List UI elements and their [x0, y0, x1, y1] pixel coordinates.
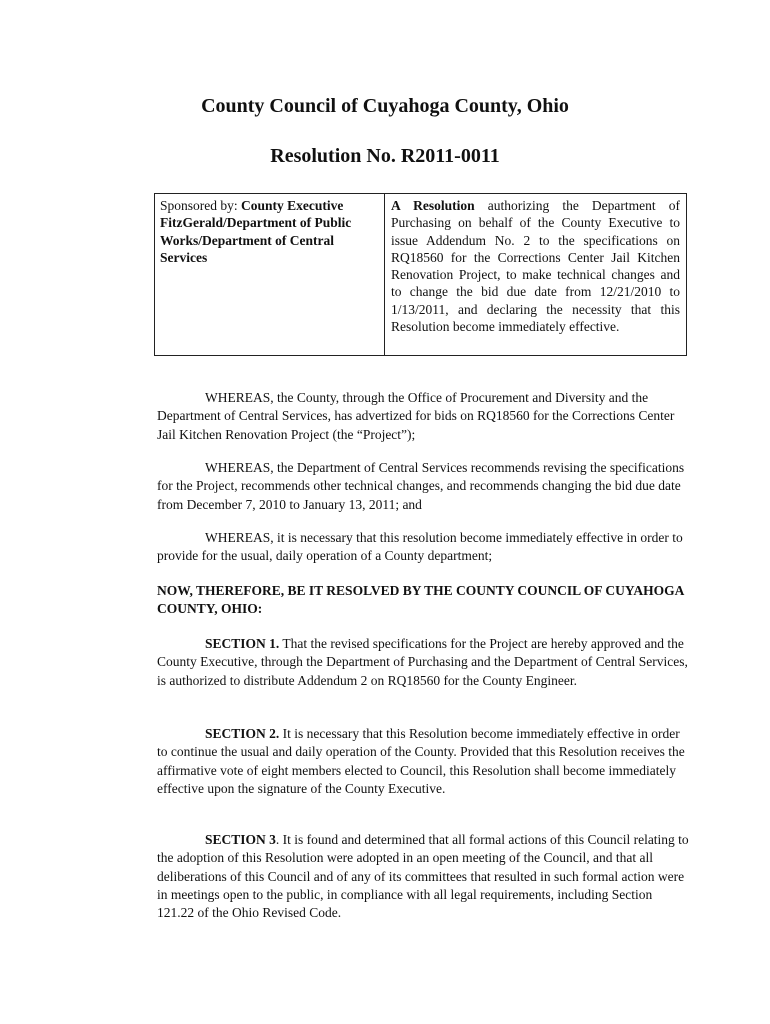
summary-lead: A Resolution [391, 198, 475, 213]
section-1-text: That the revised specifications for the Project are hereby approved and the County Executive, through the Department of Purchasing and the Department of Central Services, is authorized to distribute Addendum 2 on RQ18560 for the County Engineer. [157, 636, 688, 688]
council-title: County Council of Cuyahoga County, Ohio [201, 95, 569, 117]
section-3 [157, 831, 692, 922]
sponsor-cell [155, 194, 385, 355]
whereas-paragraph-1: WHEREAS, the County, through the Office of Procurement and Diversity and the Department of Central Services, has advertized for bids on RQ18560 for the Corrections Center Jail Kitchen Renovation Project (the “Project”); [157, 390, 675, 442]
section-2 [157, 725, 692, 798]
resolution-summary-table [154, 193, 687, 356]
sponsor-names: County Executive FitzGerald/Department of Public Works/Department of Central Services [160, 198, 352, 265]
whereas-paragraph-3: WHEREAS, it is necessary that this resolution become immediately effective in order to provide for the usual, daily operation of a County department; [157, 530, 683, 564]
section-1-heading: SECTION 1. [205, 636, 280, 651]
sponsor-label: Sponsored by: [160, 198, 241, 213]
section-2-text: It is necessary that this Resolution become immediately effective in order to continue the usual and daily operation of the County. Provided that this Resolution receives the affirmative vote of eight members elected to Council, this Resolution shall become immediately effective upon the signature of the County Executive. [157, 726, 685, 796]
summary-text: authorizing the Department of Purchasing on behalf of the County Executive to issue Addendum No. 2 to the specifications on RQ18560 for the Corrections Center Jail Kitchen Renovation Project, to make technical changes and to change the bid due date from 12/21/2010 to 1/13/2011, and declaring the necessity that this Resolution become immediately effective. [391, 198, 680, 335]
summary-cell [385, 194, 686, 355]
resolution-number: Resolution No. R2011-0011 [270, 145, 500, 167]
section-3-text: . It is found and determined that all formal actions of this Council relating to the adoption of this Resolution were adopted in an open meeting of the Council, and that all deliberations of this Council and of any of its committees that resulted in such formal action were in meetings open to the public, in compliance with all legal requirements, including Section 121.22 of the Ohio Revised Code. [157, 832, 689, 921]
resolved-clause: NOW, THEREFORE, BE IT RESOLVED BY THE COUNTY COUNCIL OF CUYAHOGA COUNTY, OHIO: [157, 583, 684, 617]
whereas-paragraph-2: WHEREAS, the Department of Central Services recommends revising the specifications for the Project, recommends other technical changes, and recommends changing the bid due date from December 7, 2010 to January 13, 2011; and [157, 460, 685, 512]
section-2-heading: SECTION 2. [205, 726, 280, 741]
section-3-heading: SECTION 3 [205, 832, 276, 847]
section-1 [157, 635, 692, 690]
